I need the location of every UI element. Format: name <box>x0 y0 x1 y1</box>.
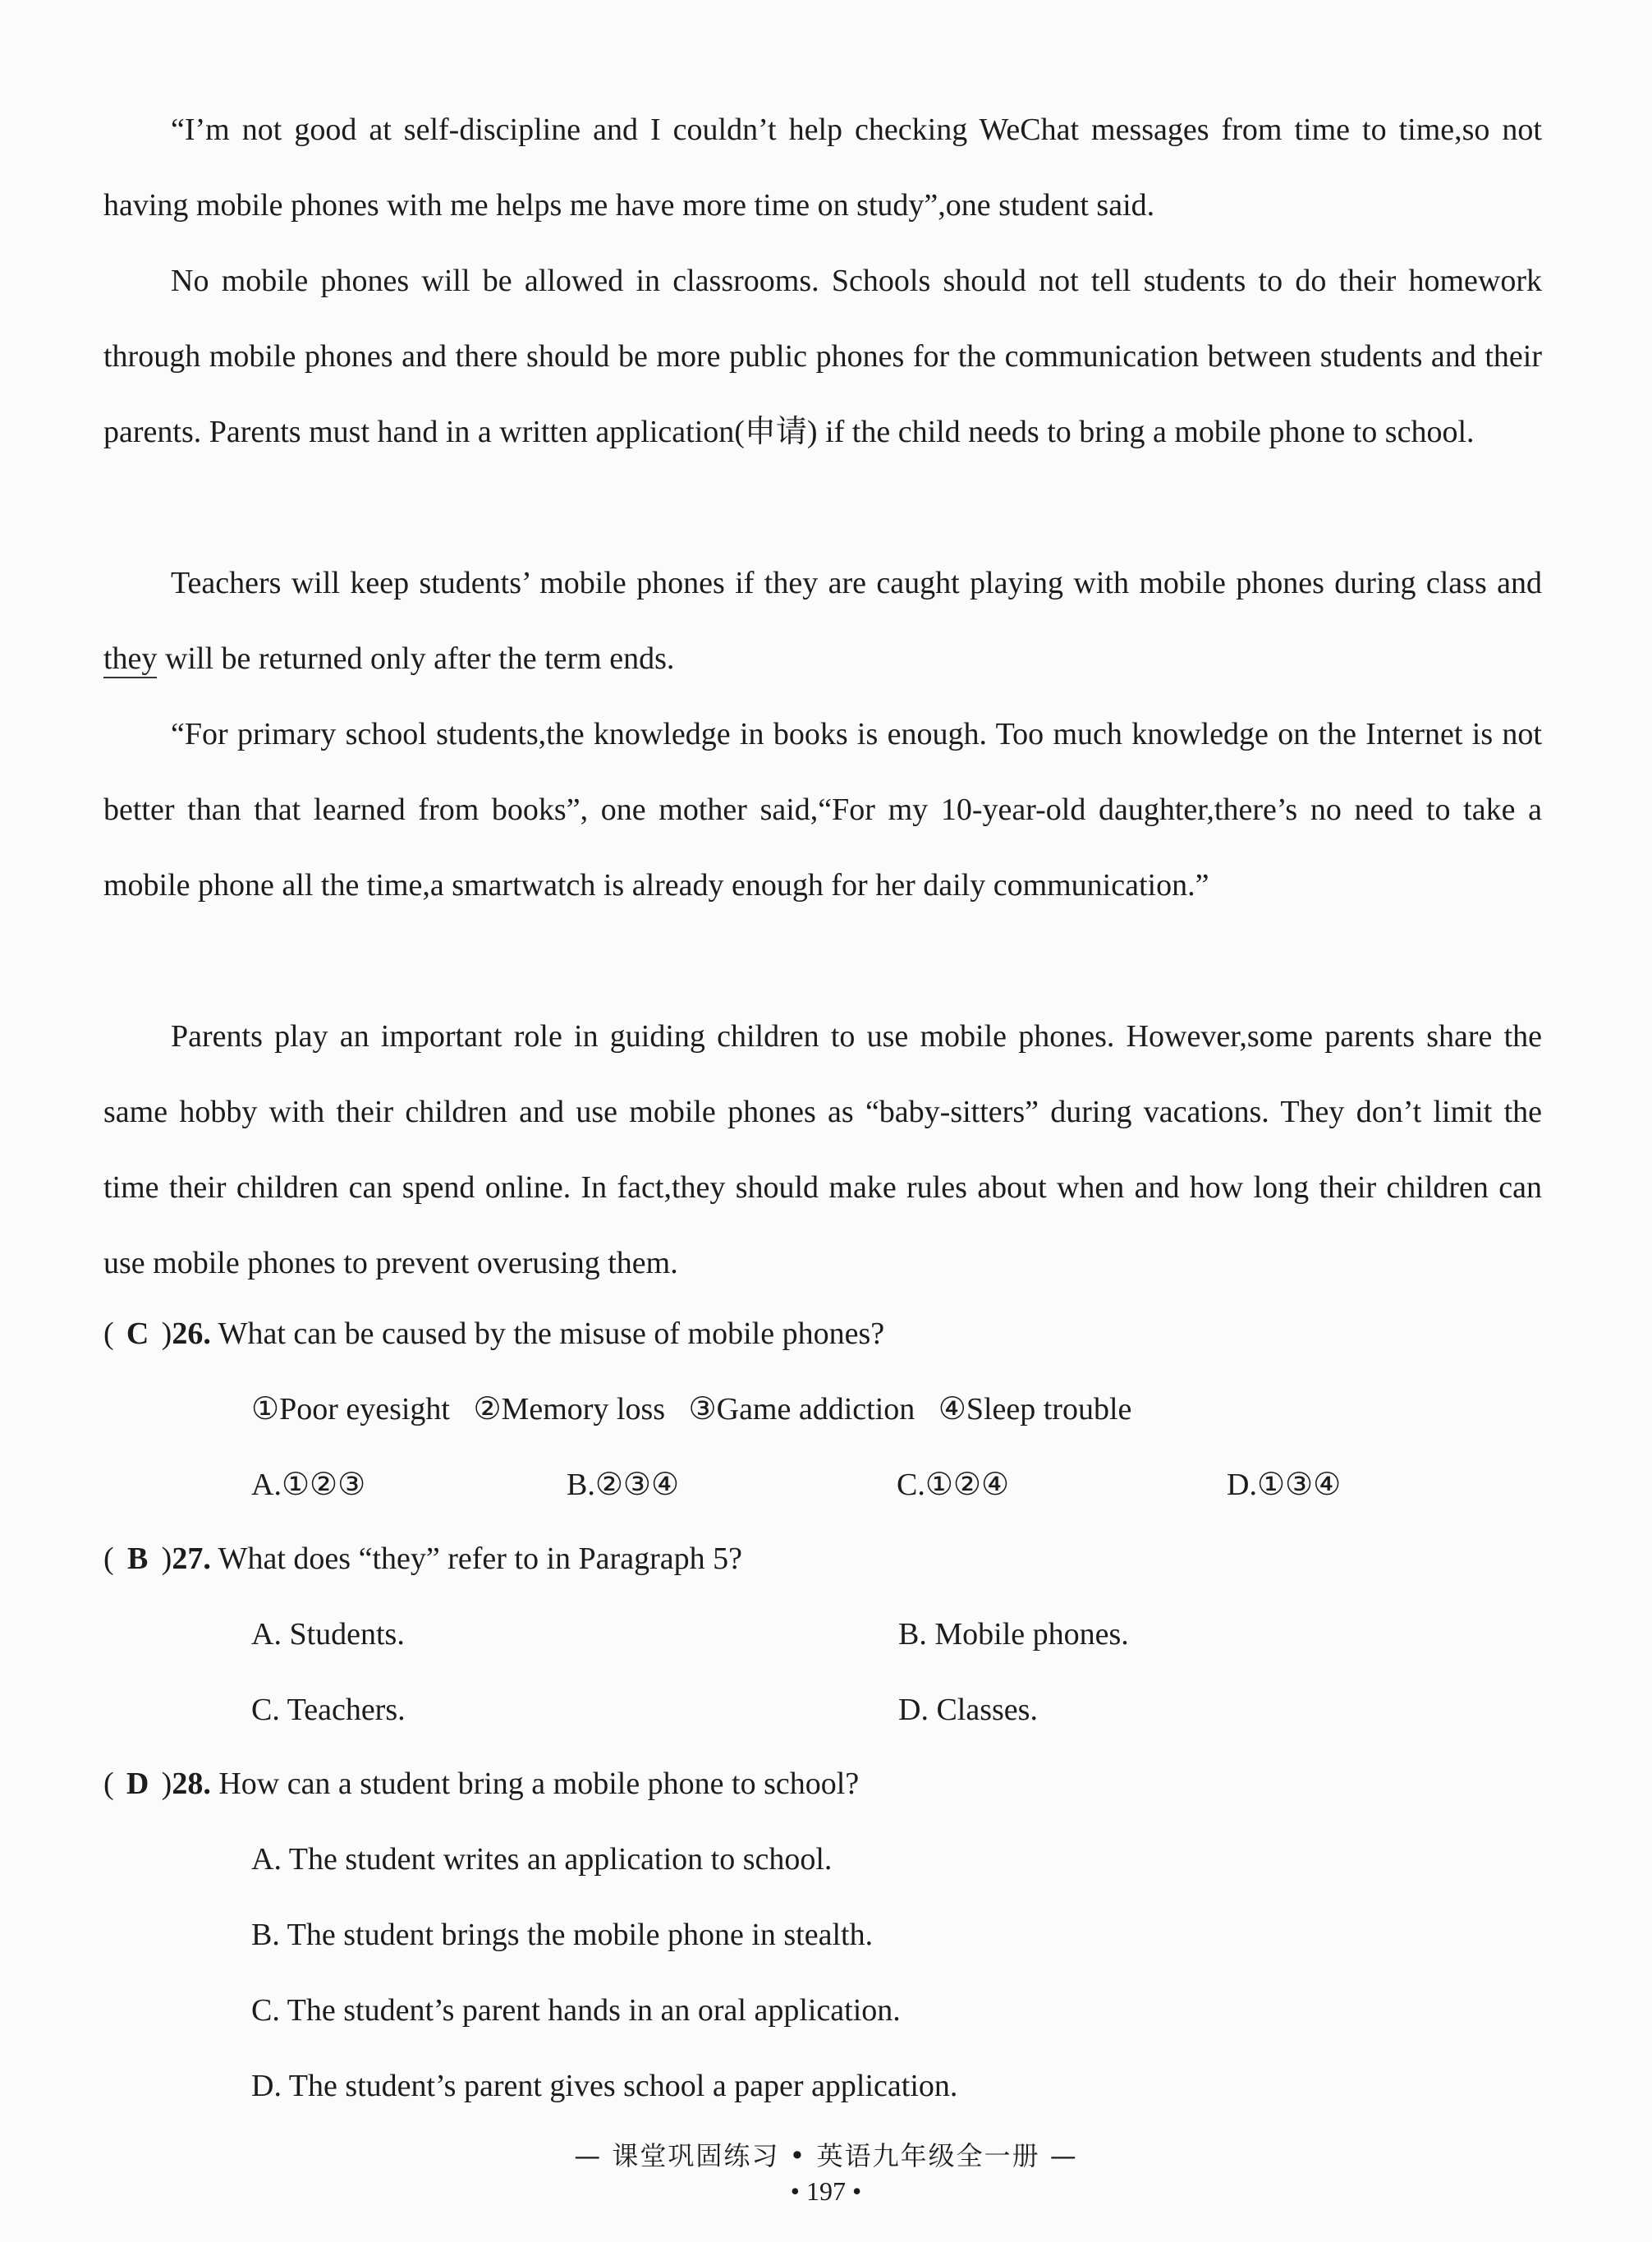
option-27-b: B. Mobile phones. <box>898 1617 1129 1652</box>
question-27 <box>103 1521 742 1597</box>
question-text: What can be caused by the misuse of mobile phones? <box>218 1316 885 1351</box>
answer-close-paren: ) <box>161 1316 172 1351</box>
footer-book-title: — 课堂巩固练习 • 英语九年级全一册 — <box>574 2140 1078 2171</box>
option-28-b: B. The student brings the mobile phone in stealth. <box>251 1918 874 1952</box>
option-27-c: C. Teachers. <box>251 1693 406 1727</box>
page-number: • 197 • <box>790 2176 862 2206</box>
underlined-they: they <box>103 641 157 678</box>
paragraph-1: “I’m not good at self-discipline and I couldn’t help checking WeChat messages from time to time,so not having mobile phones with me helps me have more time on study”,one student said. <box>103 113 1542 223</box>
question-number: 28. <box>172 1766 211 1801</box>
paragraph-3-text-b: will be returned only after the term ends. <box>157 641 675 676</box>
answer-27: B <box>126 1541 149 1576</box>
option-26-b: B.②③④ <box>567 1468 680 1502</box>
option-28-c: C. The student’s parent hands in an oral application. <box>251 1993 901 2028</box>
answer-open-paren: ( <box>103 1766 114 1801</box>
question-26-items: ①Poor eyesight ②Memory loss ③Game addiction ④Sleep trouble <box>251 1392 1132 1427</box>
answer-open-paren: ( <box>103 1541 114 1576</box>
question-text: What does “they” refer to in Paragraph 5? <box>218 1541 742 1576</box>
paragraph-4: “For primary school students,the knowledge in books is enough. Too much knowledge on the Internet is not better than that learned from books”, one mother said,“For my 10-year-old daughter,there’s no need to take a mobile phone all the time,a smartwatch is already enough for her daily communication.” <box>103 717 1542 903</box>
option-28-a: A. The student writes an application to school. <box>251 1842 833 1877</box>
question-28 <box>103 1746 859 1822</box>
option-28-d: D. The student’s parent gives school a paper application. <box>251 2069 958 2103</box>
option-26-c: C.①②④ <box>897 1468 1010 1502</box>
paragraph-3 <box>103 545 1542 696</box>
answer-28: D <box>126 1766 149 1801</box>
option-27-d: D. Classes. <box>898 1693 1038 1727</box>
answer-close-paren: ) <box>161 1766 172 1801</box>
question-number: 26. <box>172 1316 211 1351</box>
question-26 <box>103 1296 884 1371</box>
answer-open-paren: ( <box>103 1316 114 1351</box>
answer-26: C <box>126 1316 149 1351</box>
question-number: 27. <box>172 1541 211 1576</box>
answer-close-paren: ) <box>161 1541 172 1576</box>
question-text: How can a student bring a mobile phone to school? <box>218 1766 860 1801</box>
option-26-d: D.①③④ <box>1227 1468 1342 1502</box>
paragraph-2: No mobile phones will be allowed in classrooms. Schools should not tell students to do their homework through mobile phones and there should be more public phones for the communication between students and their parents. Parents must hand in a written application(申请) if the child needs to bring a mobile phone to school. <box>103 264 1542 449</box>
paragraph-5: Parents play an important role in guiding children to use mobile phones. However,some parents share the same hobby with their children and use mobile phones as “baby-sitters” during vacations. They don’t limit the time their children can spend online. In fact,they should make rules about when and how long their children can use mobile phones to prevent overusing them. <box>103 1019 1542 1280</box>
option-26-a: A.①②③ <box>251 1468 366 1502</box>
paragraph-3-text-a: Teachers will keep students’ mobile phones if they are caught playing with mobile phones during class and <box>171 566 1542 600</box>
option-27-a: A. Students. <box>251 1617 405 1652</box>
